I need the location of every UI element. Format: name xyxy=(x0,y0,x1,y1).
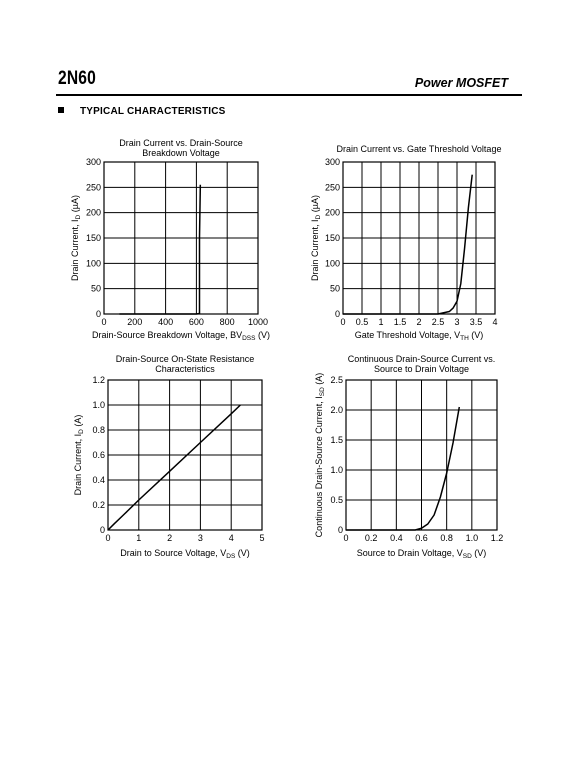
y-tick-label: 50 xyxy=(329,283,340,294)
x-axis-label: Source to Drain Voltage, $V_{SD}$ (V) xyxy=(356,548,487,560)
y-axis-label: Drain Current, $I_D$ (µA) xyxy=(70,195,82,281)
x-tick-label: 5 xyxy=(259,533,265,543)
x-tick-label: 200 xyxy=(127,317,143,327)
x-tick-label: 2 xyxy=(167,533,173,543)
x-tick-label: 0 xyxy=(340,317,346,327)
chart-title: Source to Drain Voltage xyxy=(373,364,470,374)
x-tick-label: 1000 xyxy=(247,317,269,327)
x-tick-label: 0.8 xyxy=(440,533,453,543)
y-axis-label: Drain Current, $I_D$ (A) xyxy=(73,414,85,496)
x-tick-label: 600 xyxy=(188,317,204,327)
x-tick-label: 2.5 xyxy=(431,317,445,327)
chart-title: Characteristics xyxy=(155,364,215,374)
section-title: TYPICAL CHARACTERISTICS xyxy=(80,106,226,117)
y-tick-label: 0.4 xyxy=(92,475,105,485)
x-tick-label: 1.0 xyxy=(465,533,479,543)
x-tick-label: 0.6 xyxy=(415,533,428,543)
chart-title: Drain Current vs. Drain-Source xyxy=(119,138,243,148)
y-tick-label: 300 xyxy=(324,157,340,167)
y-tick-label: 2.5 xyxy=(330,375,343,385)
x-tick-label: 400 xyxy=(158,317,174,327)
y-tick-label: 1.0 xyxy=(92,400,105,410)
x-tick-label: 1.2 xyxy=(490,533,504,543)
document-type: Power MOSFET xyxy=(414,76,508,90)
x-axis-label: Drain to Source Voltage, $V_{DS}$ (V) xyxy=(120,548,250,560)
y-tick-label: 2.0 xyxy=(330,405,343,415)
series-line xyxy=(346,407,459,530)
y-tick-label: 150 xyxy=(324,233,340,243)
x-tick-label: 800 xyxy=(219,317,235,327)
x-tick-label: 1 xyxy=(378,317,384,327)
y-tick-label: 0 xyxy=(95,309,101,319)
x-tick-label: 0 xyxy=(101,317,107,327)
y-axis-label: Drain Current, $I_D$ (µA) xyxy=(310,195,322,281)
y-tick-label: 100 xyxy=(324,258,340,269)
y-tick-label: 0.5 xyxy=(330,495,343,505)
y-tick-label: 1.2 xyxy=(92,375,105,385)
y-tick-label: 0.2 xyxy=(92,500,105,510)
x-tick-label: 4 xyxy=(228,533,234,543)
x-tick-label: 3.5 xyxy=(469,317,483,327)
y-tick-label: 200 xyxy=(85,207,101,218)
y-tick-label: 0 xyxy=(334,309,340,319)
x-tick-label: 3 xyxy=(197,533,203,543)
y-tick-label: 250 xyxy=(324,182,340,193)
y-tick-label: 300 xyxy=(85,157,101,167)
y-tick-label: 0.8 xyxy=(92,425,105,435)
y-tick-label: 100 xyxy=(85,258,101,269)
x-tick-label: 4 xyxy=(492,317,498,327)
x-axis-label: Gate Threshold Voltage, $V_{TH}$ (V) xyxy=(354,330,484,342)
y-tick-label: 250 xyxy=(85,182,101,193)
y-axis-label: Continuous Drain-Source Current, $I_{SD}$ (A) xyxy=(314,372,326,538)
x-tick-label: 3 xyxy=(454,317,460,327)
x-axis-label: Drain-Source Breakdown Voltage, $BV_{DSS}$ (V) xyxy=(92,330,270,342)
x-tick-label: 0 xyxy=(105,533,111,543)
chart-title: Breakdown Voltage xyxy=(142,148,220,158)
x-tick-label: 1 xyxy=(136,533,142,543)
x-tick-label: 1.5 xyxy=(393,317,407,327)
y-tick-label: 0.6 xyxy=(92,450,105,460)
y-tick-label: 50 xyxy=(90,283,101,294)
x-tick-label: 0 xyxy=(343,533,349,543)
x-tick-label: 2 xyxy=(416,317,422,327)
y-tick-label: 0 xyxy=(337,525,343,535)
y-tick-label: 1.0 xyxy=(330,465,343,475)
part-number: 2N60 xyxy=(58,68,96,89)
x-tick-label: 0.4 xyxy=(390,533,403,543)
y-tick-label: 1.5 xyxy=(330,435,343,445)
x-tick-label: 0.5 xyxy=(355,317,369,327)
chart-title: Drain Current vs. Gate Threshold Voltage xyxy=(336,144,502,154)
x-tick-label: 0.2 xyxy=(364,533,378,543)
chart-title: Drain-Source On-State Resistance xyxy=(115,354,255,364)
y-tick-label: 200 xyxy=(324,207,340,218)
y-tick-label: 150 xyxy=(85,233,101,243)
chart-title: Continuous Drain-Source Current vs. xyxy=(347,354,496,364)
y-tick-label: 0 xyxy=(99,525,105,535)
